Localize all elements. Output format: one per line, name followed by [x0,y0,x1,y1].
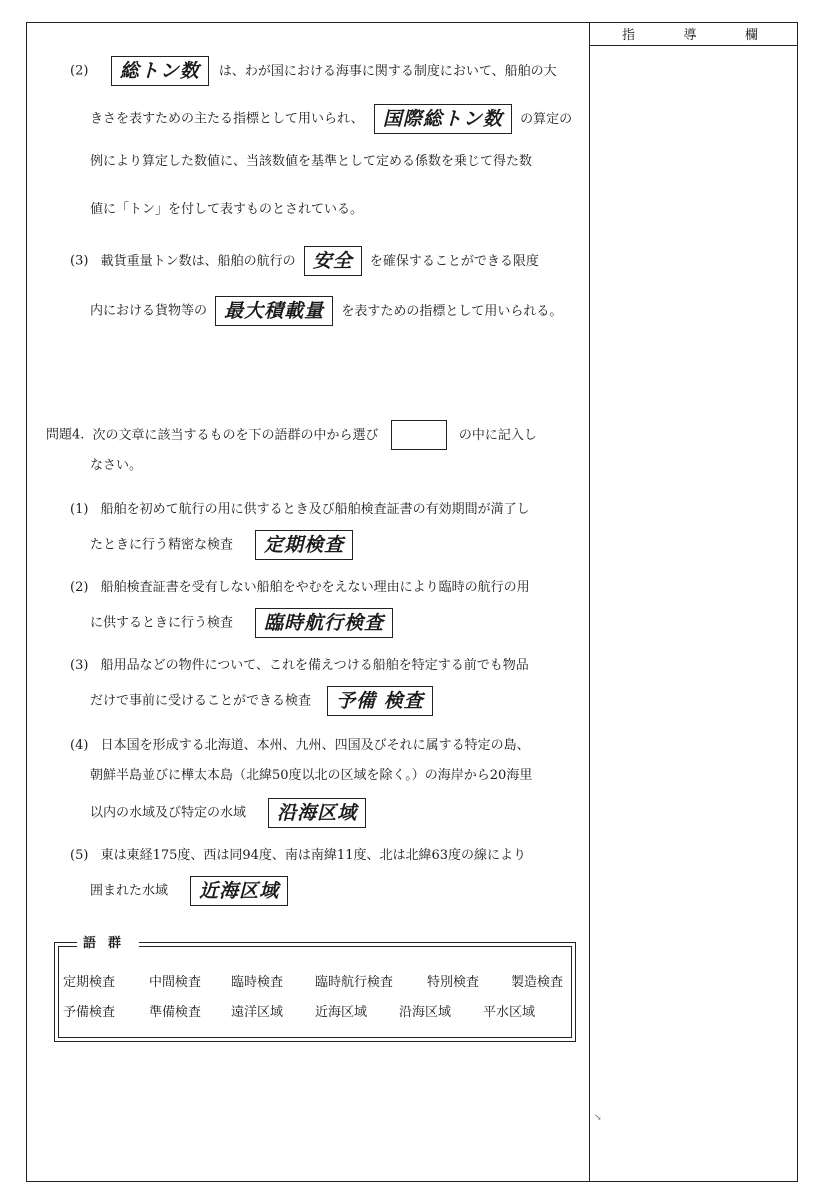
word-temporary-navigation-inspection: 臨時航行検査 [315,975,394,990]
word-near-sea-area: 近海区域 [315,1005,368,1020]
q4-item3-line2 [90,686,433,716]
answer-safety: 安全 [304,246,362,276]
q3-item2-line3: 例により算定した数値に、当該数値を基準として定める係数を乗じて得た数 [90,154,533,169]
q4-item1-number: (1) [70,502,89,517]
q4-item5-line1 [70,846,526,866]
answer-coastal-area: 沿海区域 [268,798,366,828]
q4-item4-text-1: 日本国を形成する北海道、本州、九州、四国及びそれに属する特定の島、 [100,738,530,753]
guide-header-char-1: 指 [622,28,636,43]
q3-item3-line1 [70,246,539,276]
q4-item4-number: (4) [70,738,89,753]
q4-item4-line1 [70,736,530,756]
q4-item2-text-2: に供するときに行う検査 [90,615,234,631]
word-group-title: 語群 [77,932,139,951]
q4-item4-line3 [90,798,366,828]
answer-max-load: 最大積載量 [215,296,333,326]
q4-item5-text-2: 囲まれた水域 [90,883,169,899]
q4-item1-text-2: たときに行う精密な検査 [90,537,234,553]
q4-label: 問題4. [46,427,85,443]
q4-instruction-line2: なさい。 [90,458,143,473]
answer-gross-tonnage: 総トン数 [111,56,209,86]
answer-international-gross-tonnage: 国際総トン数 [374,104,512,134]
word-preparatory-inspection: 準備検査 [149,1005,202,1020]
q3-item2-line2 [90,104,572,134]
q4-item5-number: (5) [70,848,89,863]
word-ocean-area: 遠洋区域 [231,1005,284,1020]
answer-periodic-inspection: 定期検査 [255,530,353,560]
guide-header-char-3: 欄 [744,28,758,43]
q3-item2-number: (2) [70,63,89,79]
q3-item3-line2 [90,296,562,326]
q3-item2-text-b2: の算定の [520,111,573,127]
answer-near-sea-area: 近海区域 [190,876,288,906]
guide-header-char-2: 導 [683,28,697,43]
word-group-inner-border [58,946,572,1038]
word-temporary-inspection: 臨時検査 [231,975,284,990]
word-preliminary-inspection: 予備検査 [63,1005,116,1020]
q4-instruction-1: 次の文章に該当するものを下の語群の中から選び [92,427,379,443]
q3-item2-line1 [70,56,557,86]
q3-item3-text-b2: を表すための指標として用いられる。 [341,303,563,319]
q4-item3-text-2: だけで事前に受けることができる検査 [90,693,312,709]
q4-item5-line2 [90,876,288,906]
q3-item3-text-b1: 内における貨物等の [90,303,208,319]
guide-column-header [590,22,798,46]
q4-instruction-2: の中に記入し [458,427,537,443]
q4-example-blank-box [391,420,447,450]
q4-item4-line2: 朝鮮半島並びに樺太本島（北緯50度以北の区域を除く。）の海岸から20海里 [90,768,533,783]
word-coastal-area: 沿海区域 [399,1005,452,1020]
q3-item3-number: (3) [70,253,89,269]
q3-item2-line4: 値に「トン」を付して表すものとされている。 [90,202,364,217]
q4-item3-line1 [70,656,529,676]
q4-item2-line2 [90,608,393,638]
q3-item3-text-a2: を確保することができる限度 [369,253,539,269]
q4-item5-text-1: 東は東経175度、西は同94度、南は南緯11度、北は北緯63度の線により [100,848,527,863]
column-divider [589,22,590,1182]
q4-item1-text-1: 船舶を初めて航行の用に供するとき及び船舶検査証書の有効期間が満了し [100,502,530,517]
word-intermediate-inspection: 中間検査 [149,975,202,990]
q4-item3-number: (3) [70,658,89,673]
q4-item3-text-1: 船用品などの物件について、これを備えつける船舶を特定する前でも物品 [100,658,529,673]
q4-item4-text-3: 以内の水域及び特定の水域 [90,805,247,821]
q4-instruction-line1 [46,420,537,450]
q3-item3-text-a1: 載貨重量トン数は、船舶の航行の [100,253,296,269]
word-manufacturing-inspection: 製造検査 [511,975,564,990]
word-periodic-inspection: 定期検査 [63,975,116,990]
q4-item2-number: (2) [70,580,89,595]
word-smooth-water-area: 平水区域 [483,1005,536,1020]
answer-temporary-navigation-inspection: 臨時航行検査 [255,608,393,638]
q3-item2-text-a1: は、わが国における海事に関する制度において、船舶の大 [218,63,557,79]
answer-preliminary-inspection: 予備 検査 [327,686,433,716]
q4-item1-line2 [90,530,353,560]
word-group-box [54,936,576,1042]
q3-item2-text-b1: きさを表すための主たる指標として用いられ、 [90,111,364,127]
q4-item1-line1 [70,500,530,520]
q4-item2-text-1: 船舶検査証書を受有しない船舶をやむをえない理由により臨時の航行の用 [100,580,530,595]
q4-item2-line1 [70,578,530,598]
word-special-inspection: 特別検査 [427,975,480,990]
scan-mark: ↘ [594,1113,602,1123]
